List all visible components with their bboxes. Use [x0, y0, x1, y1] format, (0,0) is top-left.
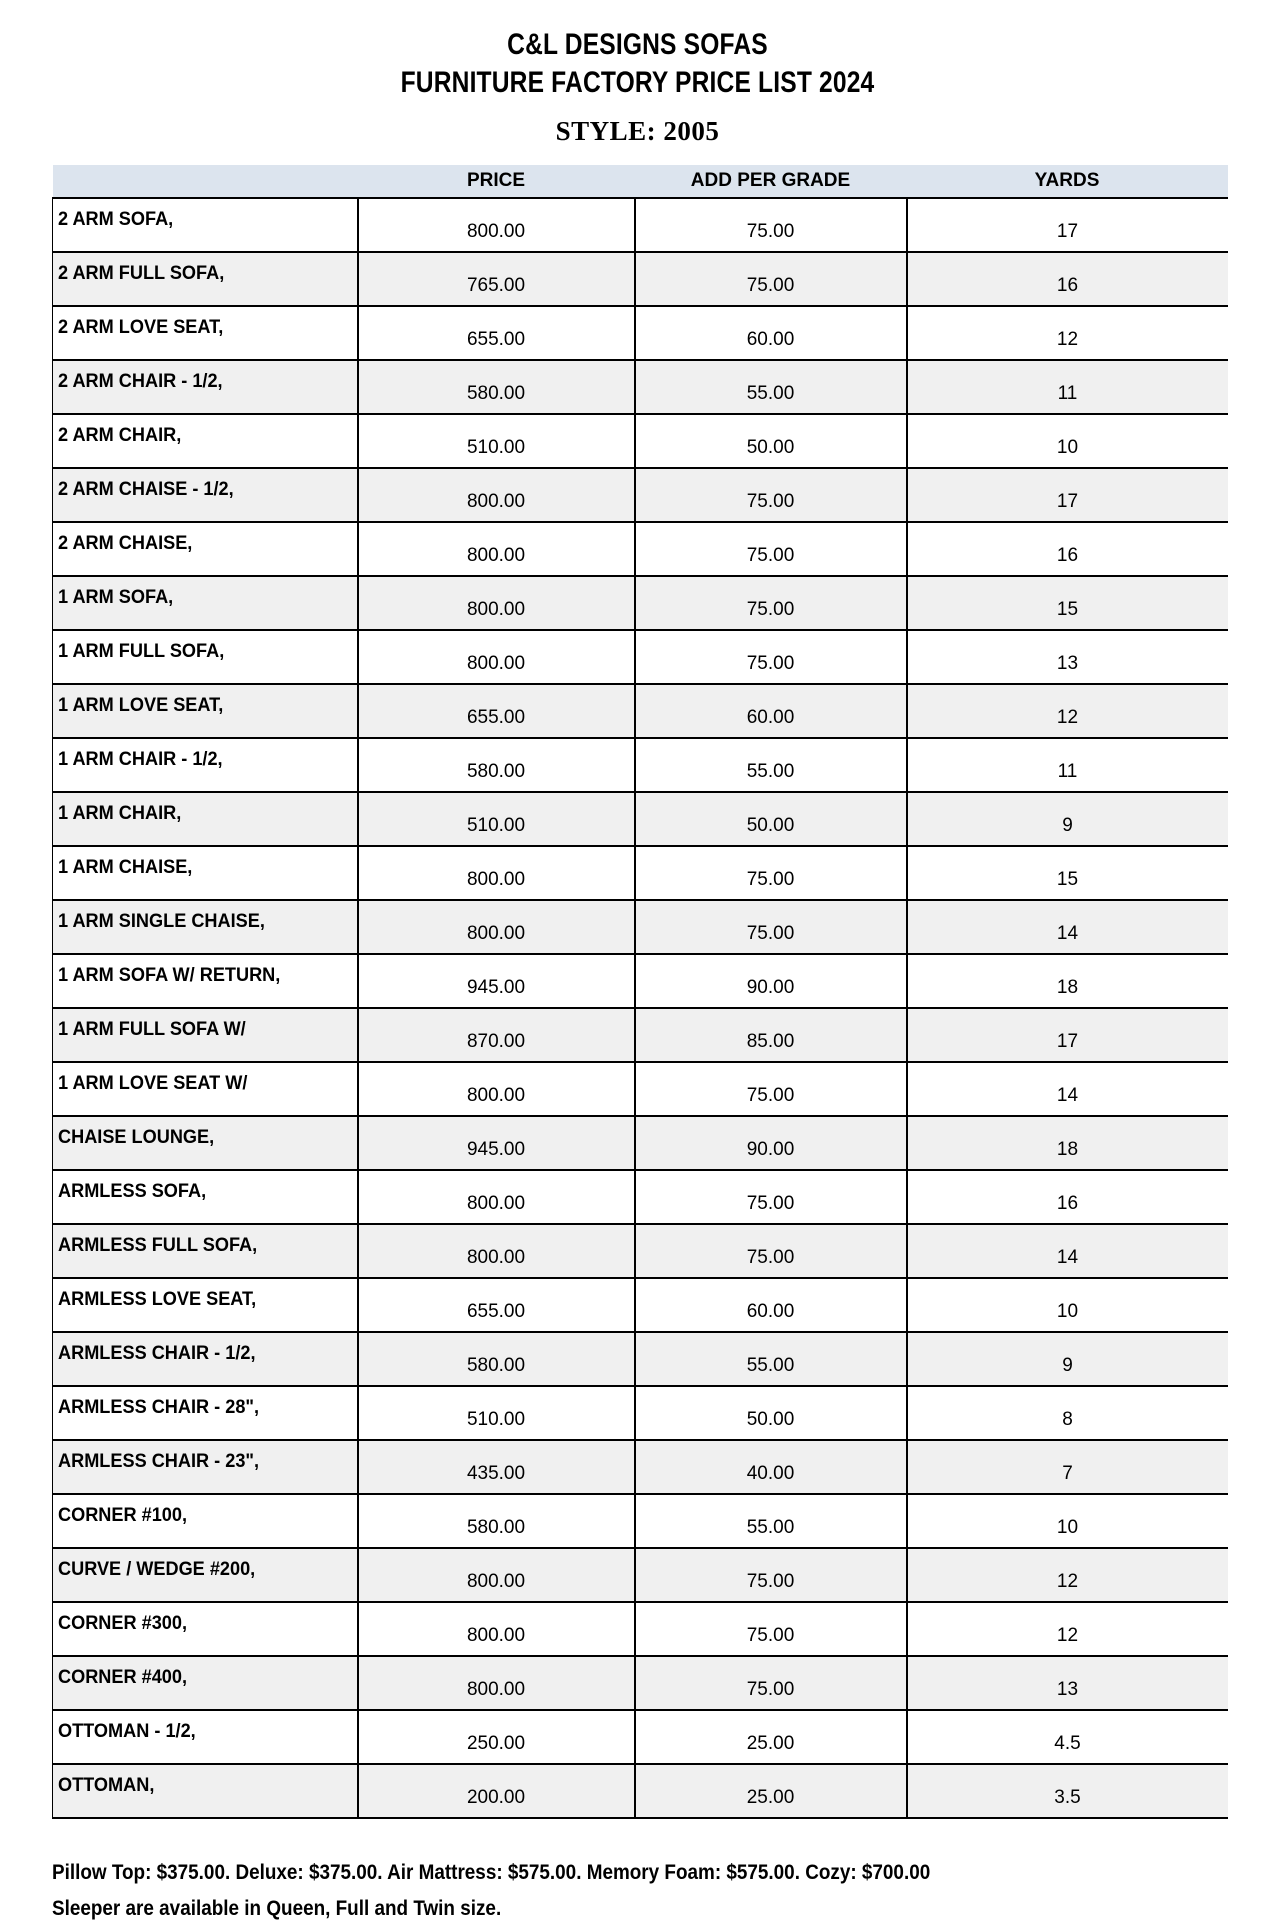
cell-add-per-grade: 55.00 [635, 1494, 907, 1548]
table-row [53, 792, 1228, 846]
item-label: 2 ARM FULL SOFA, [58, 261, 225, 284]
cell-price: 800.00 [358, 846, 635, 900]
style-number: STYLE: 2005 [555, 116, 720, 146]
cell-price: 945.00 [358, 954, 635, 1008]
table-row [53, 252, 1228, 306]
table-row [53, 684, 1228, 738]
cell-item-name [53, 792, 358, 846]
table-row [53, 1548, 1228, 1602]
cell-item-name [53, 1548, 358, 1602]
cell-yards: 14 [907, 1062, 1228, 1116]
cell-item-name [53, 360, 358, 414]
cell-price: 800.00 [358, 522, 635, 576]
table-row [53, 1386, 1228, 1440]
cell-price: 945.00 [358, 1116, 635, 1170]
item-label: CORNER #100, [58, 1503, 188, 1526]
cell-add-per-grade: 75.00 [635, 468, 907, 522]
item-label: 1 ARM SINGLE CHAISE, [58, 909, 265, 932]
cell-item-name [53, 1116, 358, 1170]
cell-yards: 16 [907, 252, 1228, 306]
cell-item-name [53, 900, 358, 954]
table-header-row [53, 165, 1228, 198]
cell-yards: 18 [907, 1116, 1228, 1170]
cell-item-name [53, 1170, 358, 1224]
cell-price: 580.00 [358, 738, 635, 792]
cell-add-per-grade: 75.00 [635, 900, 907, 954]
table-header [53, 165, 1228, 198]
footer-sleeper-pricing: Pillow Top: $375.00. Deluxe: $375.00. Air Mattress: $575.00. Memory Foam: $575.00. Cozy: $700.00 [52, 1861, 931, 1884]
cell-add-per-grade: 75.00 [635, 1602, 907, 1656]
column-header-price: PRICE [358, 165, 635, 198]
item-label: 1 ARM LOVE SEAT, [58, 693, 224, 716]
item-label: CORNER #300, [58, 1611, 188, 1634]
item-label: CHAISE LOUNGE, [58, 1125, 215, 1148]
cell-add-per-grade: 90.00 [635, 1116, 907, 1170]
cell-price: 800.00 [358, 468, 635, 522]
item-label: CURVE / WEDGE #200, [58, 1557, 256, 1580]
cell-yards: 12 [907, 684, 1228, 738]
table-row [53, 900, 1228, 954]
table-row [53, 1494, 1228, 1548]
cell-yards: 14 [907, 1224, 1228, 1278]
table-row [53, 738, 1228, 792]
cell-yards: 9 [907, 792, 1228, 846]
cell-add-per-grade: 75.00 [635, 1656, 907, 1710]
column-header-add-per-grade: ADD PER GRADE [635, 165, 907, 198]
company-name: C&L DESIGNS SOFAS [507, 28, 768, 61]
cell-price: 655.00 [358, 1278, 635, 1332]
cell-yards: 15 [907, 576, 1228, 630]
cell-item-name [53, 1062, 358, 1116]
cell-item-name [53, 1764, 358, 1818]
cell-price: 655.00 [358, 684, 635, 738]
cell-item-name [53, 252, 358, 306]
cell-price: 435.00 [358, 1440, 635, 1494]
cell-yards: 17 [907, 468, 1228, 522]
cell-add-per-grade: 60.00 [635, 1278, 907, 1332]
table-row [53, 954, 1228, 1008]
cell-price: 800.00 [358, 1602, 635, 1656]
item-label: ARMLESS SOFA, [58, 1179, 207, 1202]
cell-item-name [53, 1710, 358, 1764]
cell-price: 200.00 [358, 1764, 635, 1818]
table-row [53, 630, 1228, 684]
cell-price: 800.00 [358, 1062, 635, 1116]
item-label: ARMLESS CHAIR - 23", [58, 1449, 260, 1472]
item-label: CORNER #400, [58, 1665, 188, 1688]
cell-yards: 9 [907, 1332, 1228, 1386]
table-row [53, 1332, 1228, 1386]
cell-item-name [53, 630, 358, 684]
cell-add-per-grade: 25.00 [635, 1764, 907, 1818]
table-row [53, 414, 1228, 468]
cell-yards: 10 [907, 1494, 1228, 1548]
cell-yards: 18 [907, 954, 1228, 1008]
cell-add-per-grade: 75.00 [635, 252, 907, 306]
table-row [53, 576, 1228, 630]
item-label: ARMLESS CHAIR - 1/2, [58, 1341, 256, 1364]
item-label: 1 ARM FULL SOFA, [58, 639, 225, 662]
cell-price: 800.00 [358, 576, 635, 630]
cell-yards: 3.5 [907, 1764, 1228, 1818]
cell-add-per-grade: 55.00 [635, 360, 907, 414]
cell-price: 580.00 [358, 1494, 635, 1548]
table-row [53, 1710, 1228, 1764]
cell-add-per-grade: 60.00 [635, 306, 907, 360]
cell-yards: 13 [907, 630, 1228, 684]
item-label: 1 ARM CHAISE, [58, 855, 193, 878]
item-label: 1 ARM FULL SOFA W/ [58, 1017, 246, 1040]
cell-item-name [53, 1008, 358, 1062]
item-label: 1 ARM SOFA W/ RETURN, [58, 963, 281, 986]
item-label: 2 ARM CHAIR, [58, 423, 182, 446]
cell-add-per-grade: 50.00 [635, 792, 907, 846]
cell-yards: 16 [907, 1170, 1228, 1224]
cell-yards: 12 [907, 1602, 1228, 1656]
item-label: 1 ARM SOFA, [58, 585, 174, 608]
item-label: 2 ARM CHAISE - 1/2, [58, 477, 234, 500]
cell-price: 800.00 [358, 1656, 635, 1710]
table-body [53, 198, 1228, 1818]
cell-add-per-grade: 50.00 [635, 414, 907, 468]
item-label: OTTOMAN, [58, 1773, 155, 1796]
cell-add-per-grade: 90.00 [635, 954, 907, 1008]
cell-yards: 11 [907, 360, 1228, 414]
footer-notes [52, 1855, 1275, 1927]
cell-item-name [53, 1656, 358, 1710]
table-row [53, 846, 1228, 900]
cell-item-name [53, 1602, 358, 1656]
cell-price: 250.00 [358, 1710, 635, 1764]
cell-yards: 16 [907, 522, 1228, 576]
cell-item-name [53, 198, 358, 252]
cell-price: 580.00 [358, 1332, 635, 1386]
cell-add-per-grade: 55.00 [635, 1332, 907, 1386]
cell-item-name [53, 306, 358, 360]
cell-add-per-grade: 75.00 [635, 630, 907, 684]
cell-item-name [53, 468, 358, 522]
table-row [53, 1116, 1228, 1170]
table-row [53, 306, 1228, 360]
cell-item-name [53, 954, 358, 1008]
item-label: ARMLESS LOVE SEAT, [58, 1287, 257, 1310]
cell-price: 800.00 [358, 1170, 635, 1224]
item-label: OTTOMAN - 1/2, [58, 1719, 196, 1742]
cell-price: 510.00 [358, 792, 635, 846]
cell-yards: 10 [907, 1278, 1228, 1332]
cell-item-name [53, 738, 358, 792]
document-subtitle: FURNITURE FACTORY PRICE LIST 2024 [400, 66, 875, 99]
cell-price: 655.00 [358, 306, 635, 360]
cell-yards: 15 [907, 846, 1228, 900]
item-label: 2 ARM CHAIR - 1/2, [58, 369, 223, 392]
table-row [53, 468, 1228, 522]
cell-price: 580.00 [358, 360, 635, 414]
cell-item-name [53, 1440, 358, 1494]
cell-add-per-grade: 75.00 [635, 1548, 907, 1602]
table-row [53, 1602, 1228, 1656]
cell-yards: 7 [907, 1440, 1228, 1494]
table-row [53, 1062, 1228, 1116]
column-header-yards: YARDS [907, 165, 1228, 198]
cell-yards: 8 [907, 1386, 1228, 1440]
cell-add-per-grade: 75.00 [635, 576, 907, 630]
cell-item-name [53, 684, 358, 738]
cell-item-name [53, 576, 358, 630]
table-row [53, 360, 1228, 414]
item-label: ARMLESS FULL SOFA, [58, 1233, 258, 1256]
cell-yards: 12 [907, 306, 1228, 360]
cell-yards: 12 [907, 1548, 1228, 1602]
cell-price: 800.00 [358, 630, 635, 684]
cell-item-name [53, 1278, 358, 1332]
cell-add-per-grade: 75.00 [635, 198, 907, 252]
cell-price: 800.00 [358, 198, 635, 252]
table-row [53, 1170, 1228, 1224]
cell-price: 765.00 [358, 252, 635, 306]
cell-yards: 17 [907, 198, 1228, 252]
cell-yards: 13 [907, 1656, 1228, 1710]
table-row [53, 1224, 1228, 1278]
cell-add-per-grade: 75.00 [635, 1062, 907, 1116]
cell-price: 800.00 [358, 1224, 635, 1278]
item-label: 2 ARM SOFA, [58, 207, 174, 230]
table-row [53, 1440, 1228, 1494]
item-label: 2 ARM CHAISE, [58, 531, 193, 554]
cell-add-per-grade: 75.00 [635, 522, 907, 576]
cell-add-per-grade: 60.00 [635, 684, 907, 738]
price-table [52, 165, 1228, 1819]
cell-item-name [53, 1494, 358, 1548]
cell-add-per-grade: 75.00 [635, 1170, 907, 1224]
column-header-item [53, 165, 358, 198]
cell-yards: 11 [907, 738, 1228, 792]
item-label: 2 ARM LOVE SEAT, [58, 315, 224, 338]
cell-yards: 17 [907, 1008, 1228, 1062]
cell-item-name [53, 1386, 358, 1440]
item-label: 1 ARM CHAIR, [58, 801, 182, 824]
cell-add-per-grade: 40.00 [635, 1440, 907, 1494]
price-table-container [52, 165, 1227, 1819]
cell-add-per-grade: 85.00 [635, 1008, 907, 1062]
item-label: 1 ARM CHAIR - 1/2, [58, 747, 223, 770]
item-label: ARMLESS CHAIR - 28", [58, 1395, 260, 1418]
cell-item-name [53, 522, 358, 576]
footer-sleeper-sizes: Sleeper are available in Queen, Full and Twin size. [52, 1897, 502, 1920]
cell-yards: 4.5 [907, 1710, 1228, 1764]
table-row [53, 198, 1228, 252]
cell-add-per-grade: 25.00 [635, 1710, 907, 1764]
cell-price: 510.00 [358, 414, 635, 468]
cell-add-per-grade: 50.00 [635, 1386, 907, 1440]
cell-item-name [53, 846, 358, 900]
table-row [53, 1764, 1228, 1818]
cell-price: 510.00 [358, 1386, 635, 1440]
table-row [53, 1278, 1228, 1332]
item-label: 1 ARM LOVE SEAT W/ [58, 1071, 248, 1094]
document-header [0, 0, 1275, 148]
table-row [53, 522, 1228, 576]
cell-price: 800.00 [358, 900, 635, 954]
cell-yards: 14 [907, 900, 1228, 954]
cell-add-per-grade: 75.00 [635, 1224, 907, 1278]
cell-item-name [53, 414, 358, 468]
table-row [53, 1008, 1228, 1062]
table-row [53, 1656, 1228, 1710]
cell-add-per-grade: 75.00 [635, 846, 907, 900]
cell-price: 870.00 [358, 1008, 635, 1062]
cell-yards: 10 [907, 414, 1228, 468]
cell-add-per-grade: 55.00 [635, 738, 907, 792]
cell-item-name [53, 1224, 358, 1278]
cell-price: 800.00 [358, 1548, 635, 1602]
cell-item-name [53, 1332, 358, 1386]
